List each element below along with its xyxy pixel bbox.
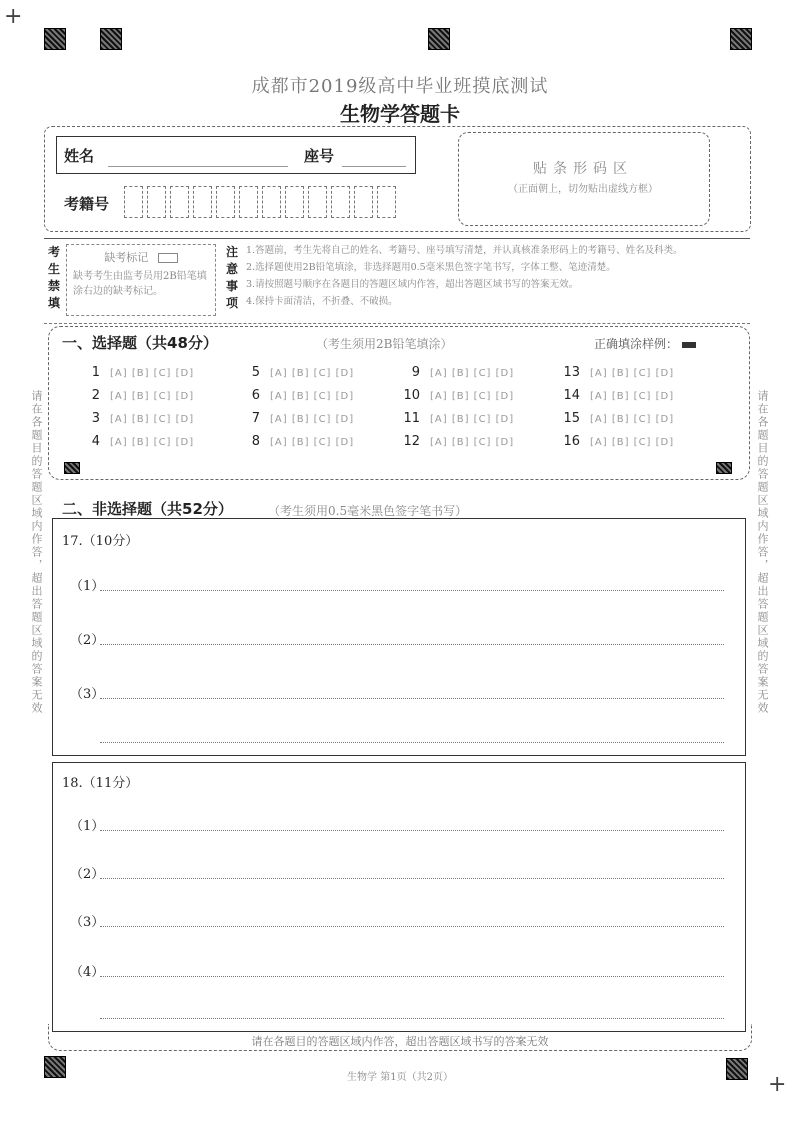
q17-part-label: （1） xyxy=(70,579,105,594)
note-item: 3.请按照题号顺序在各题目的答题区域内作答，超出答题区域书写的答案无效。 xyxy=(246,279,579,290)
alignment-marker xyxy=(100,28,122,50)
choice-question xyxy=(78,434,194,449)
choice-options[interactable]: [A] [B] [C] [D] xyxy=(110,437,195,448)
absent-title: 缺考标记 xyxy=(67,249,215,265)
choice-number: 8 xyxy=(251,434,260,449)
q18-title: 18.（11分） xyxy=(62,776,139,791)
q18-answer-box xyxy=(52,762,746,1032)
choice-question xyxy=(238,434,354,449)
alignment-marker xyxy=(428,28,450,50)
barcode-note: （正面朝上，切勿贴出虚线方框） xyxy=(508,184,658,195)
choice-number: 4 xyxy=(91,434,100,449)
notes-list xyxy=(246,242,746,310)
name-field[interactable] xyxy=(108,166,288,167)
exam-title: 成都市2019级高中毕业班摸底测试 xyxy=(251,76,549,97)
choice-question xyxy=(398,365,514,380)
choice-options[interactable]: [A] [B] [C] [D] xyxy=(590,368,675,379)
q18-answer-line[interactable] xyxy=(100,926,724,927)
absent-text: 缺考考生由监考员用2B铅笔填涂右边的缺考标记。 xyxy=(73,271,207,297)
choice-question xyxy=(558,365,674,380)
q17-part-label: （2） xyxy=(70,633,105,648)
choice-number: 11 xyxy=(403,411,420,426)
choice-options[interactable]: [A] [B] [C] [D] xyxy=(270,437,355,448)
choice-number: 3 xyxy=(91,411,100,426)
choice-question xyxy=(558,388,674,403)
seat-label: 座号 xyxy=(304,147,335,165)
choice-number: 9 xyxy=(411,365,420,380)
seat-field[interactable] xyxy=(342,166,406,167)
choice-question xyxy=(398,411,514,426)
choice-options[interactable]: [A] [B] [C] [D] xyxy=(270,368,355,379)
choice-number: 2 xyxy=(91,388,100,403)
id-number-cells[interactable] xyxy=(124,186,400,222)
note-item: 2.选择题使用2B铅笔填涂，非选择题用0.5毫米黑色签字笔书写，字体工整、笔迹清楚。 xyxy=(246,262,616,273)
absent-vertical-label: 考 生 禁 填 xyxy=(48,245,61,310)
choice-number: 12 xyxy=(403,434,420,449)
side-warning-left: 请在各题目的答题区域内作答，超出答题区域的答案无效 xyxy=(30,390,43,715)
crop-mark-bottom-right: + xyxy=(768,1072,787,1097)
choice-question xyxy=(238,388,354,403)
choice-number: 6 xyxy=(251,388,260,403)
q17-title: 17.（10分） xyxy=(62,534,139,549)
q17-answer-line[interactable] xyxy=(100,644,724,645)
footer-warning: 请在各题目的答题区域内作答，超出答题区域书写的答案无效 xyxy=(251,1035,549,1048)
section1-title: 一、选择题（共48分） xyxy=(62,334,218,352)
side-warning-right: 请在各题目的答题区域内作答，超出答题区域的答案无效 xyxy=(756,390,769,715)
choice-options[interactable]: [A] [B] [C] [D] xyxy=(270,391,355,402)
choice-question xyxy=(398,388,514,403)
q17-answer-line[interactable] xyxy=(100,590,724,591)
page-number: 生物学 第1页（共2页） xyxy=(347,1072,453,1083)
q18-answer-line[interactable] xyxy=(100,878,724,879)
alignment-marker xyxy=(44,28,66,50)
q18-answer-line[interactable] xyxy=(100,830,724,831)
name-seat-box xyxy=(56,136,416,174)
note-item: 1.答题前，考生先将自己的姓名、考籍号、座号填写清楚，并认真核准条形码上的考籍号、姓名及科类。 xyxy=(246,245,683,256)
choice-number: 10 xyxy=(403,388,420,403)
choice-options[interactable]: [A] [B] [C] [D] xyxy=(110,391,195,402)
choice-options[interactable]: [A] [B] [C] [D] xyxy=(430,391,515,402)
fill-example: 正确填涂样例： xyxy=(594,335,696,352)
choice-options[interactable]: [A] [B] [C] [D] xyxy=(590,391,675,402)
choice-options[interactable]: [A] [B] [C] [D] xyxy=(110,414,195,425)
choice-question xyxy=(558,411,674,426)
id-label: 考籍号 xyxy=(64,195,110,213)
choice-question xyxy=(398,434,514,449)
choice-options[interactable]: [A] [B] [C] [D] xyxy=(590,414,675,425)
alignment-marker xyxy=(64,462,80,474)
q18-part-label: （2） xyxy=(70,867,105,882)
choice-options[interactable]: [A] [B] [C] [D] xyxy=(270,414,355,425)
barcode-area xyxy=(458,132,710,226)
choice-question xyxy=(78,388,194,403)
choice-number: 7 xyxy=(251,411,260,426)
choice-options[interactable]: [A] [B] [C] [D] xyxy=(430,414,515,425)
choice-number: 14 xyxy=(563,388,580,403)
q17-answer-line[interactable] xyxy=(100,742,724,743)
choice-question xyxy=(238,365,354,380)
q18-answer-line[interactable] xyxy=(100,1018,724,1019)
notes-vertical-label: 注 意 事 项 xyxy=(226,245,239,310)
q18-part-label: （3） xyxy=(70,915,105,930)
q18-part-label: （1） xyxy=(70,819,105,834)
choice-options[interactable]: [A] [B] [C] [D] xyxy=(590,437,675,448)
choice-number: 16 xyxy=(563,434,580,449)
alignment-marker xyxy=(716,462,732,474)
choice-number: 1 xyxy=(91,365,100,380)
alignment-marker xyxy=(730,28,752,50)
section2-instruction: （考生须用0.5毫米黑色签字笔书写） xyxy=(268,504,468,518)
q17-answer-line[interactable] xyxy=(100,698,724,699)
choice-question xyxy=(78,365,194,380)
note-item: 4.保持卡面清洁，不折叠、不破损。 xyxy=(246,296,398,307)
choice-question xyxy=(78,411,194,426)
choice-options[interactable]: [A] [B] [C] [D] xyxy=(430,437,515,448)
fill-example-mark xyxy=(682,342,696,348)
q18-part-label: （4） xyxy=(70,965,105,980)
q18-answer-line[interactable] xyxy=(100,976,724,977)
q17-part-label: （3） xyxy=(70,687,105,702)
card-title: 生物学答题卡 xyxy=(340,102,460,126)
choice-options[interactable]: [A] [B] [C] [D] xyxy=(110,368,195,379)
choice-number: 5 xyxy=(251,365,260,380)
choice-options[interactable]: [A] [B] [C] [D] xyxy=(430,368,515,379)
choice-number: 15 xyxy=(563,411,580,426)
section1-instruction: （考生须用2B铅笔填涂） xyxy=(316,337,453,351)
absent-box xyxy=(66,244,216,316)
crop-mark-top-left: + xyxy=(4,4,23,29)
absent-mark-box[interactable] xyxy=(158,253,178,263)
q17-answer-box xyxy=(52,518,746,756)
barcode-label: 贴条形码区 xyxy=(533,161,633,177)
name-label: 姓名 xyxy=(64,147,95,165)
choice-number: 13 xyxy=(563,365,580,380)
choice-question xyxy=(558,434,674,449)
choice-question xyxy=(238,411,354,426)
section2-title: 二、非选择题（共52分） xyxy=(62,500,233,518)
